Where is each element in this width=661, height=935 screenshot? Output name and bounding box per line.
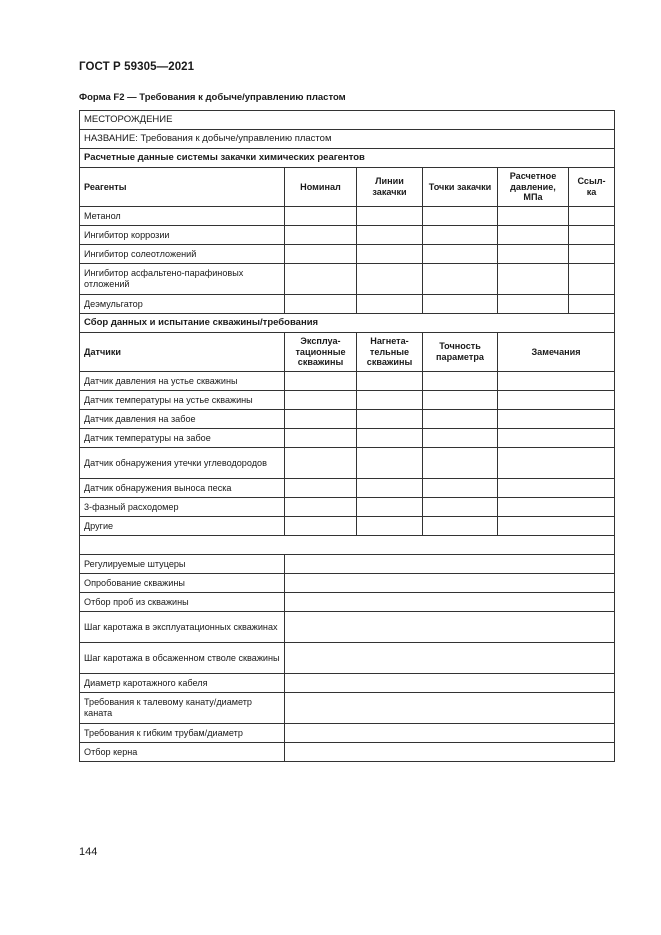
- row-label: Датчик давления на забое: [80, 410, 285, 429]
- input-cell[interactable]: [423, 410, 498, 429]
- input-cell[interactable]: [498, 264, 569, 295]
- table-header-row: [80, 168, 615, 207]
- input-cell[interactable]: [285, 207, 357, 226]
- table-row: [80, 295, 615, 314]
- row-label: Шаг каротажа в эксплуатационных скважинах: [80, 612, 285, 643]
- row-label: Регулируемые штуцеры: [80, 555, 285, 574]
- input-cell[interactable]: [569, 295, 615, 314]
- column-header: Реагенты: [80, 168, 285, 207]
- table-row: [80, 555, 615, 574]
- column-header: Замечания: [498, 333, 615, 372]
- form-caption: Форма F2 — Требования к добыче/управлению пластом: [79, 92, 346, 103]
- input-cell[interactable]: [357, 245, 423, 264]
- input-cell[interactable]: [285, 295, 357, 314]
- input-cell[interactable]: [285, 429, 357, 448]
- input-cell[interactable]: [423, 517, 498, 536]
- table-row: [80, 264, 615, 295]
- input-cell[interactable]: [423, 448, 498, 479]
- row-label: Требования к талевому канату/диаметр каната: [80, 693, 285, 724]
- standard-code: ГОСТ Р 59305—2021: [79, 61, 195, 73]
- table-row: [80, 574, 615, 593]
- page-number: 144: [79, 846, 98, 858]
- column-header: Ссыл-ка: [569, 168, 615, 207]
- input-cell[interactable]: [357, 226, 423, 245]
- table-row: [80, 674, 615, 693]
- field-row: [80, 111, 615, 130]
- row-label: Ингибитор асфальтено-парафиновых отложений: [80, 264, 285, 295]
- input-cell[interactable]: [285, 391, 357, 410]
- table-row: [80, 693, 615, 724]
- table-row: [80, 391, 615, 410]
- row-label: Метанол: [80, 207, 285, 226]
- input-cell[interactable]: [357, 498, 423, 517]
- input-cell[interactable]: [498, 498, 615, 517]
- input-cell[interactable]: [357, 517, 423, 536]
- row-label: Другие: [80, 517, 285, 536]
- input-cell[interactable]: [285, 574, 615, 593]
- column-header: Датчики: [80, 333, 285, 372]
- input-cell[interactable]: [498, 410, 615, 429]
- table-row: [80, 498, 615, 517]
- row-label: Опробование скважины: [80, 574, 285, 593]
- input-cell[interactable]: [357, 410, 423, 429]
- row-label: Датчик температуры на забое: [80, 429, 285, 448]
- input-cell[interactable]: [357, 429, 423, 448]
- table-row: [80, 429, 615, 448]
- input-cell[interactable]: [285, 264, 357, 295]
- row-label: 3-фазный расходомер: [80, 498, 285, 517]
- input-cell[interactable]: [285, 517, 357, 536]
- table-row: [80, 612, 615, 643]
- column-header: Точность параметра: [423, 333, 498, 372]
- row-label: Ингибитор коррозии: [80, 226, 285, 245]
- input-cell[interactable]: [423, 207, 498, 226]
- table-row: [80, 410, 615, 429]
- input-cell[interactable]: [285, 479, 357, 498]
- name-cell[interactable]: НАЗВАНИЕ: Требования к добыче/управлению пластом: [80, 130, 615, 149]
- input-cell[interactable]: [423, 391, 498, 410]
- row-label: Шаг каротажа в обсаженном стволе скважины: [80, 643, 285, 674]
- input-cell[interactable]: [423, 245, 498, 264]
- input-cell[interactable]: [569, 207, 615, 226]
- section-title-row: [80, 149, 615, 168]
- row-label: Датчик температуры на устье скважины: [80, 391, 285, 410]
- input-cell[interactable]: [357, 295, 423, 314]
- section-title: Расчетные данные системы закачки химических реагентов: [80, 149, 615, 168]
- input-cell[interactable]: [423, 226, 498, 245]
- blank-cell: [80, 536, 615, 555]
- input-cell[interactable]: [285, 410, 357, 429]
- input-cell[interactable]: [357, 207, 423, 226]
- table-row: [80, 207, 615, 226]
- column-header: Номинал: [285, 168, 357, 207]
- blank-separator-row: [80, 536, 615, 555]
- row-label: Требования к гибким трубам/диаметр: [80, 724, 285, 743]
- input-cell[interactable]: [423, 295, 498, 314]
- input-cell[interactable]: [498, 448, 615, 479]
- input-cell[interactable]: [285, 693, 615, 724]
- column-header: Расчетное давление, МПа: [498, 168, 569, 207]
- table-row: [80, 245, 615, 264]
- section-title-row: [80, 314, 615, 333]
- row-label: Деэмульгатор: [80, 295, 285, 314]
- input-cell[interactable]: [285, 245, 357, 264]
- input-cell[interactable]: [285, 743, 615, 762]
- input-cell[interactable]: [285, 724, 615, 743]
- input-cell[interactable]: [285, 498, 357, 517]
- input-cell[interactable]: [498, 517, 615, 536]
- input-cell[interactable]: [569, 226, 615, 245]
- input-cell[interactable]: [285, 226, 357, 245]
- input-cell[interactable]: [357, 479, 423, 498]
- row-label: Датчик обнаружения выноса песка: [80, 479, 285, 498]
- input-cell[interactable]: [357, 391, 423, 410]
- input-cell[interactable]: [285, 448, 357, 479]
- input-cell[interactable]: [357, 264, 423, 295]
- row-label: Датчик обнаружения утечки углеводородов: [80, 448, 285, 479]
- input-cell[interactable]: [285, 643, 615, 674]
- column-header: Линии закачки: [357, 168, 423, 207]
- input-cell[interactable]: [285, 674, 615, 693]
- row-label: Датчик давления на устье скважины: [80, 372, 285, 391]
- input-cell[interactable]: [498, 429, 615, 448]
- table-row: [80, 517, 615, 536]
- input-cell[interactable]: [423, 372, 498, 391]
- input-cell[interactable]: [569, 264, 615, 295]
- input-cell[interactable]: [357, 372, 423, 391]
- table-header-row: [80, 333, 615, 372]
- name-row: [80, 130, 615, 149]
- table-row: [80, 479, 615, 498]
- input-cell[interactable]: [498, 207, 569, 226]
- input-cell[interactable]: [498, 372, 615, 391]
- row-label: Ингибитор солеотложений: [80, 245, 285, 264]
- section-title: Сбор данных и испытание скважины/требования: [80, 314, 615, 333]
- row-label: Отбор керна: [80, 743, 285, 762]
- input-cell[interactable]: [569, 245, 615, 264]
- input-cell[interactable]: [498, 295, 569, 314]
- table-row: [80, 724, 615, 743]
- row-label: Диаметр каротажного кабеля: [80, 674, 285, 693]
- table-row: [80, 448, 615, 479]
- input-cell[interactable]: [285, 372, 357, 391]
- input-cell[interactable]: [423, 264, 498, 295]
- input-cell[interactable]: [498, 226, 569, 245]
- column-header: Эксплуа-тационные скважины: [285, 333, 357, 372]
- table-row: [80, 743, 615, 762]
- input-cell[interactable]: [357, 448, 423, 479]
- column-header: Нагнета-тельные скважины: [357, 333, 423, 372]
- input-cell[interactable]: [285, 593, 615, 612]
- table-row: [80, 593, 615, 612]
- input-cell[interactable]: [423, 429, 498, 448]
- field-cell[interactable]: МЕСТОРОЖДЕНИЕ: [80, 111, 615, 130]
- input-cell[interactable]: [423, 479, 498, 498]
- requirements-form-table: [79, 110, 615, 762]
- input-cell[interactable]: [285, 555, 615, 574]
- input-cell[interactable]: [423, 498, 498, 517]
- input-cell[interactable]: [498, 479, 615, 498]
- input-cell[interactable]: [285, 612, 615, 643]
- table-row: [80, 643, 615, 674]
- row-label: Отбор проб из скважины: [80, 593, 285, 612]
- column-header: Точки закачки: [423, 168, 498, 207]
- input-cell[interactable]: [498, 391, 615, 410]
- table-row: [80, 226, 615, 245]
- table-row: [80, 372, 615, 391]
- input-cell[interactable]: [498, 245, 569, 264]
